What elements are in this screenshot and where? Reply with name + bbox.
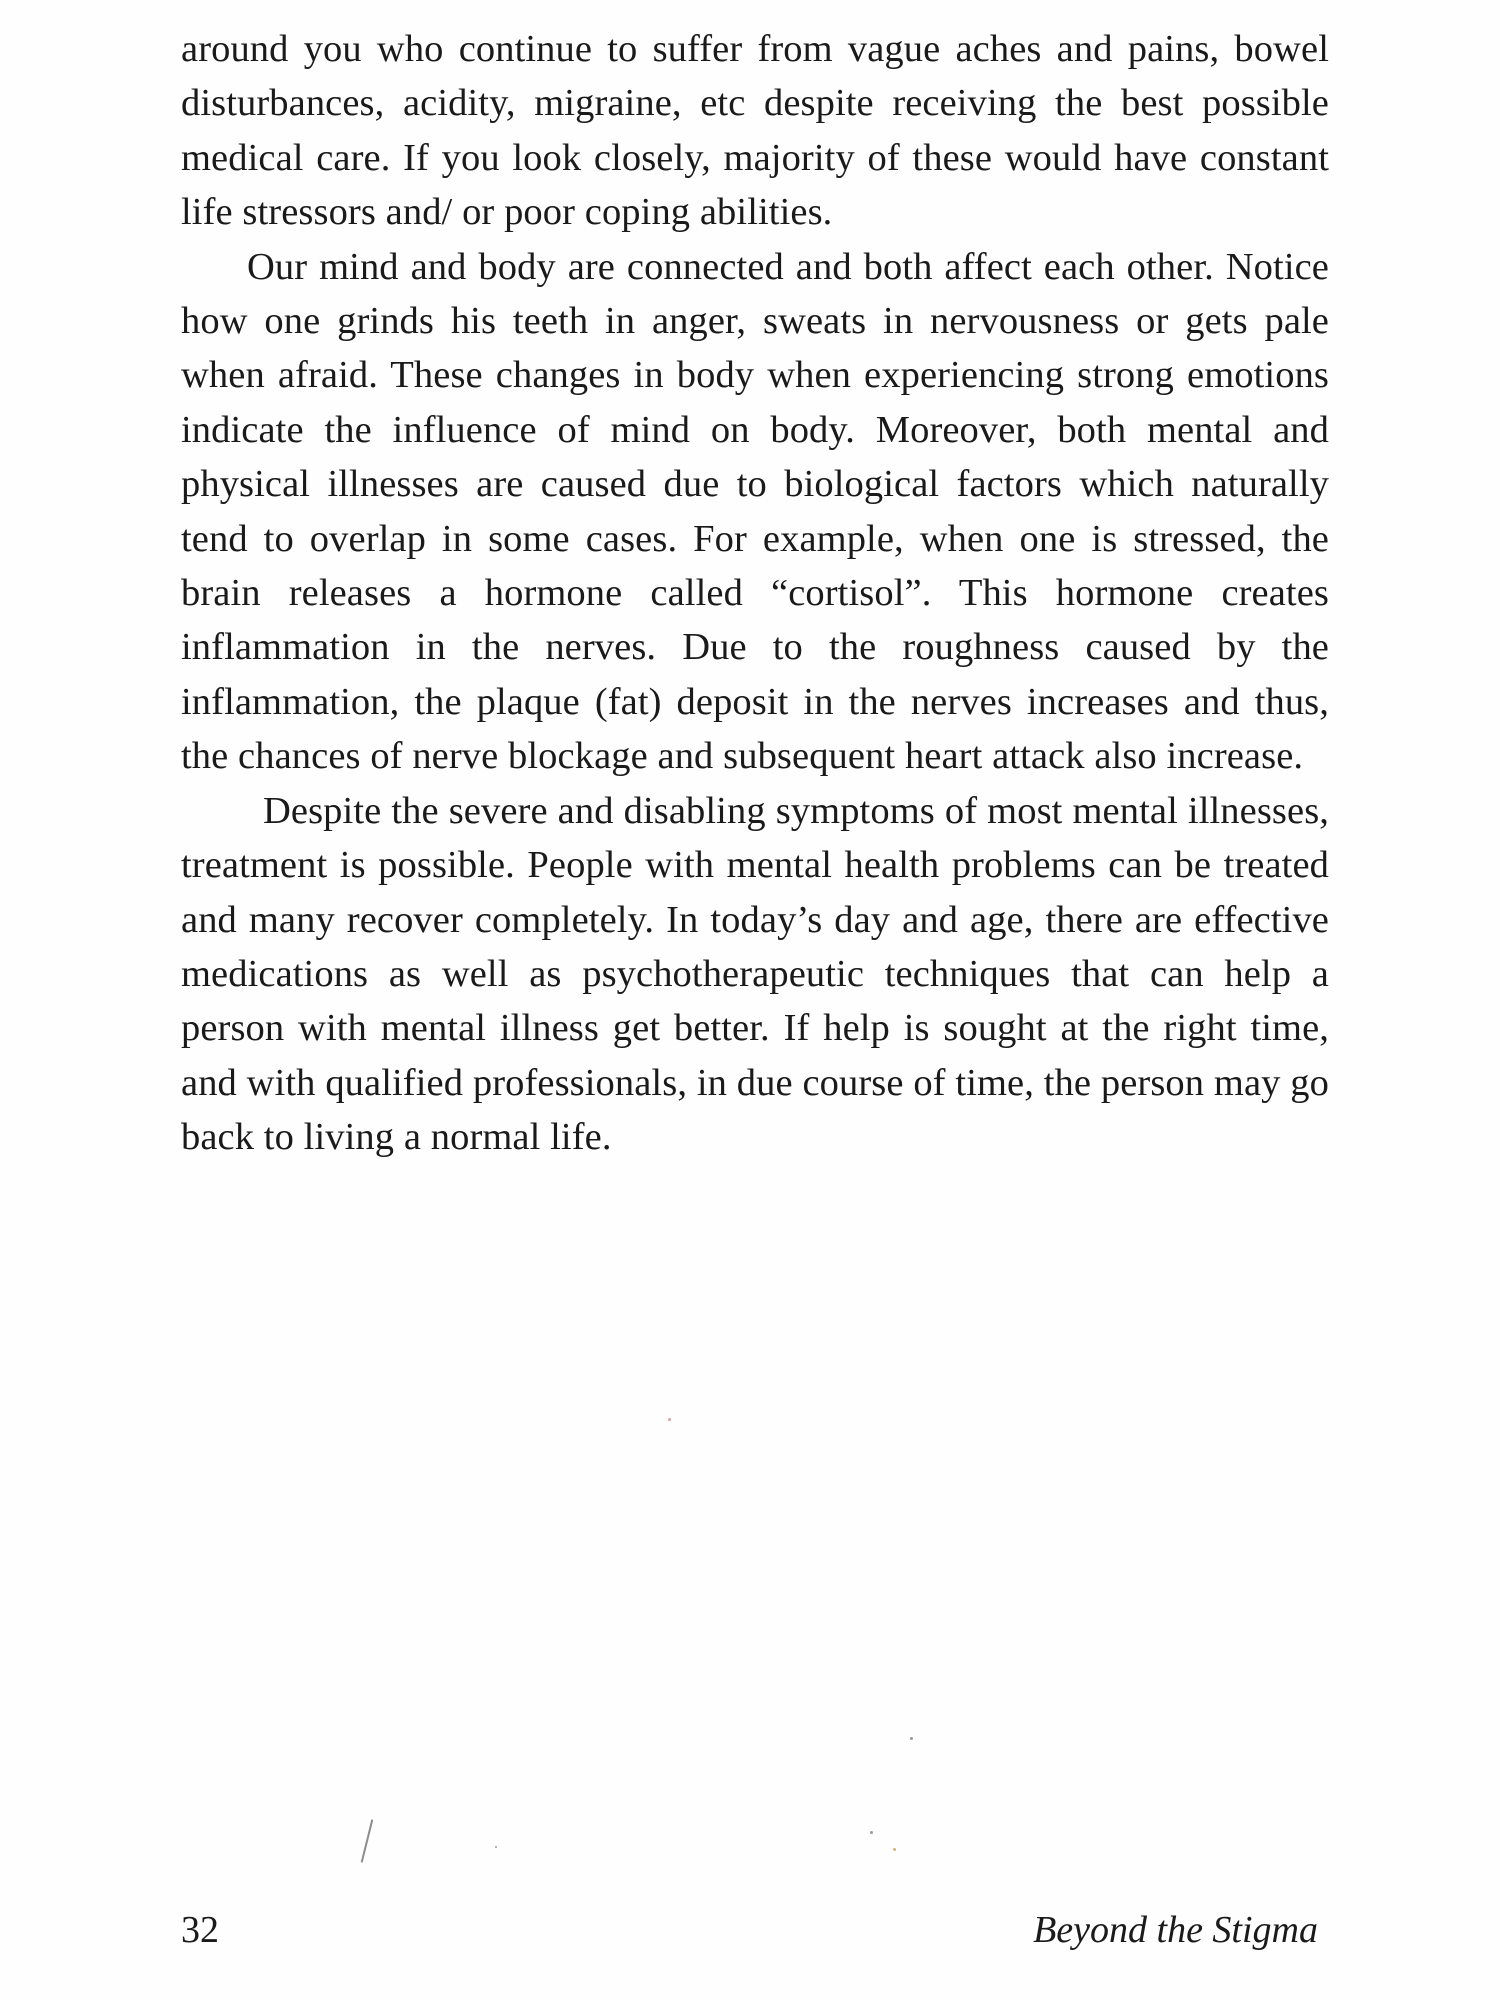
scan-speck: [668, 1418, 671, 1421]
paragraph-3: Despite the severe and disabling symptoms of most mental illnesses, treatment is possible. People with mental health problems can be treated and many recover completely. In today’s day and age, there are effective medications as well as psychotherapeutic techniques that can help a person with mental illness get better. If help is sought at the right time, and with qualified professionals, in due course of time, the person may go back to living a normal life.: [181, 789, 1329, 1159]
scan-speck: [495, 1846, 497, 1848]
running-title: Beyond the Stigma: [1033, 1909, 1318, 1951]
scan-mark: [361, 1819, 374, 1862]
scan-speck: [893, 1848, 896, 1851]
paragraph-2: Our mind and body are connected and both affect each other. Notice how one grinds his teeth in anger, sweats in nervousness or gets pale when afraid. These changes in body when experiencing strong emotions indicate the influence of mind on body. Moreover, both mental and physical illnesses are caused due to biological factors which naturally tend to overlap in some cases. For example, when one is stressed, the brain releases a hormone called “cortisol”. This hormone creates inflammation in the nerves. Due to the roughness caused by the inflammation, the plaque (fat) deposit in the nerves increases and thus, the chances of nerve blockage and subsequent heart attack also increase.: [181, 245, 1329, 778]
body-text: [181, 22, 1329, 1165]
page-number: 32: [181, 1909, 219, 1951]
scan-speck: [870, 1831, 873, 1834]
scan-speck: [910, 1737, 913, 1740]
paragraph-1: around you who continue to suffer from vague aches and pains, bowel disturbances, acidity, migraine, etc despite receiving the best possible medical care. If you look closely, majority of these would have constant life stressors and/ or poor coping abilities.: [181, 28, 1329, 234]
